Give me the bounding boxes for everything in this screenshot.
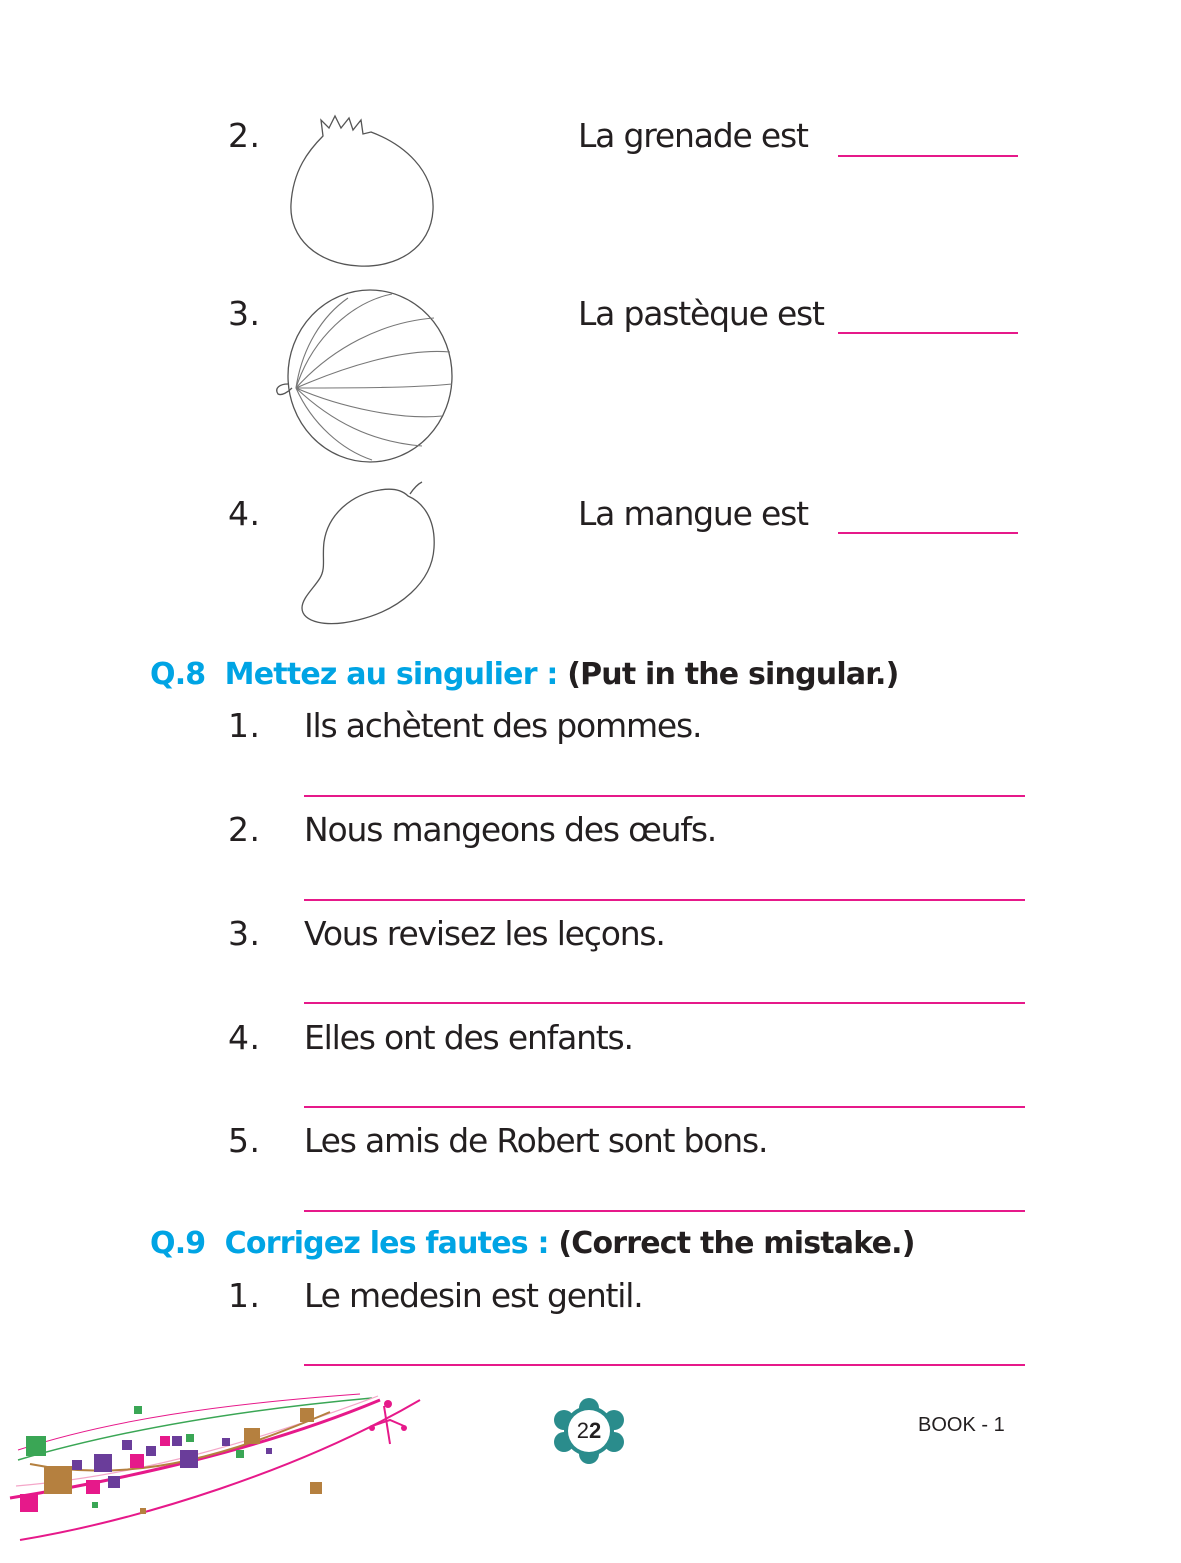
- pomegranate-outline-icon: [285, 110, 437, 270]
- exercise-sentence: Les amis de Robert sont bons.: [304, 1121, 768, 1160]
- answer-blank[interactable]: [838, 332, 1018, 334]
- exercise-sentence: Elles ont des enfants.: [304, 1018, 633, 1057]
- question-title-fr: Corrigez les fautes :: [224, 1226, 549, 1261]
- item-number: 2.: [228, 810, 261, 849]
- item-number: 1.: [228, 1276, 261, 1315]
- item-number: 4.: [228, 1018, 261, 1057]
- question-title-fr: Mettez au singulier :: [224, 657, 558, 692]
- exercise-sentence: Vous revisez les leçons.: [304, 914, 665, 953]
- answer-line[interactable]: [304, 899, 1025, 901]
- answer-line[interactable]: [304, 1106, 1025, 1108]
- question-number: Q.8: [150, 657, 206, 692]
- item-number: 3.: [228, 294, 261, 333]
- fruit-sentence: La pastèque est: [578, 294, 824, 333]
- answer-blank[interactable]: [838, 532, 1018, 534]
- mango-outline-icon: [296, 478, 438, 626]
- book-label: BOOK - 1: [918, 1414, 1005, 1436]
- item-number: 2.: [228, 116, 261, 155]
- watermelon-outline-icon: [272, 288, 454, 466]
- fruit-sentence: La mangue est: [578, 494, 808, 533]
- question-title-en: (Put in the singular.): [567, 657, 899, 692]
- item-number: 3.: [228, 914, 261, 953]
- answer-line[interactable]: [304, 1002, 1025, 1004]
- exercise-sentence: Nous mangeons des œufs.: [304, 810, 717, 849]
- item-number: 4.: [228, 494, 261, 533]
- exercise-sentence: Ils achètent des pommes.: [304, 706, 702, 745]
- answer-line[interactable]: [304, 1364, 1025, 1366]
- item-number: 5.: [228, 1121, 261, 1160]
- page-number: 22: [576, 1418, 602, 1443]
- decorative-swoosh-graphic: [0, 1390, 430, 1550]
- question-title-en: (Correct the mistake.): [558, 1226, 915, 1261]
- item-number: 1.: [228, 706, 261, 745]
- answer-line[interactable]: [304, 1210, 1025, 1212]
- fruit-sentence: La grenade est: [578, 116, 808, 155]
- answer-line[interactable]: [304, 795, 1025, 797]
- question-8-heading: [150, 657, 898, 692]
- answer-blank[interactable]: [838, 155, 1018, 157]
- question-number: Q.9: [150, 1226, 206, 1261]
- exercise-sentence: Le medesin est gentil.: [304, 1276, 643, 1315]
- question-9-heading: [150, 1226, 915, 1261]
